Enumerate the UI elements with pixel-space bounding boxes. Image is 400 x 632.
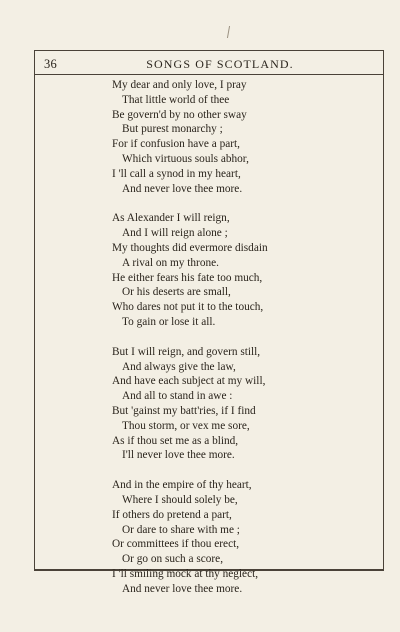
poem-line: And I will reign alone ; [122, 227, 228, 240]
poem-line: Be govern'd by no other sway [112, 108, 247, 121]
poem-line: And never love thee more. [122, 182, 243, 195]
poem-line: My dear and only love, I pray [112, 79, 247, 91]
header-rule [34, 74, 384, 75]
poem-line: A rival on my throne. [122, 256, 219, 269]
poem-line: My thoughts did evermore disdain [112, 241, 268, 254]
stanza [112, 211, 372, 329]
poem-body [112, 78, 372, 612]
poem-line: And have each subject at my will, [112, 375, 266, 388]
poem-line: Which virtuous souls abhor, [122, 152, 249, 165]
poem-line: For if confusion have a part, [112, 138, 240, 151]
poem-line: Where I should solely be, [122, 493, 238, 506]
stanza [112, 345, 372, 463]
stanza [112, 78, 372, 196]
page-number: 36 [44, 57, 57, 71]
poem-line: He either fears his fate too much, [112, 271, 263, 284]
poem-line: To gain or lose it all. [122, 315, 216, 328]
poem-line: And never love thee more. [122, 582, 243, 595]
poem-line: Thou storm, or vex me sore, [122, 419, 250, 432]
poem-line: And all to stand in awe : [122, 390, 233, 403]
poem-line: Or go on such a score, [122, 553, 224, 566]
poem-line: Who dares not put it to the touch, [112, 301, 264, 314]
poem-line: If others do pretend a part, [112, 508, 232, 521]
poem-line: But purest monarchy ; [122, 123, 223, 136]
poem-line: Or committees if thou erect, [112, 538, 240, 551]
poem-line: I'll never love thee more. [122, 449, 235, 462]
poem-line: I 'll call a synod in my heart, [112, 167, 241, 180]
poem-line: But 'gainst my batt'ries, if I find [112, 404, 256, 417]
poem-line: As Alexander I will reign, [112, 212, 230, 225]
running-title: SONGS OF SCOTLAND. [146, 57, 294, 71]
poem-line: But I will reign, and govern still, [112, 345, 261, 358]
bottom-rule [34, 570, 384, 571]
margin-mark [227, 26, 233, 38]
poem-line: Or his deserts are small, [122, 286, 231, 299]
stanza [112, 478, 372, 596]
poem-line: I 'll smiling mock at thy neglect, [112, 567, 259, 580]
poem-line: As if thou set me as a blind, [112, 434, 239, 447]
poem-line: Or dare to share with me ; [122, 523, 240, 536]
poem-line: And in the empire of thy heart, [112, 479, 252, 492]
poem-line: That little world of thee [122, 93, 230, 106]
poem-line: And always give the law, [122, 360, 236, 373]
